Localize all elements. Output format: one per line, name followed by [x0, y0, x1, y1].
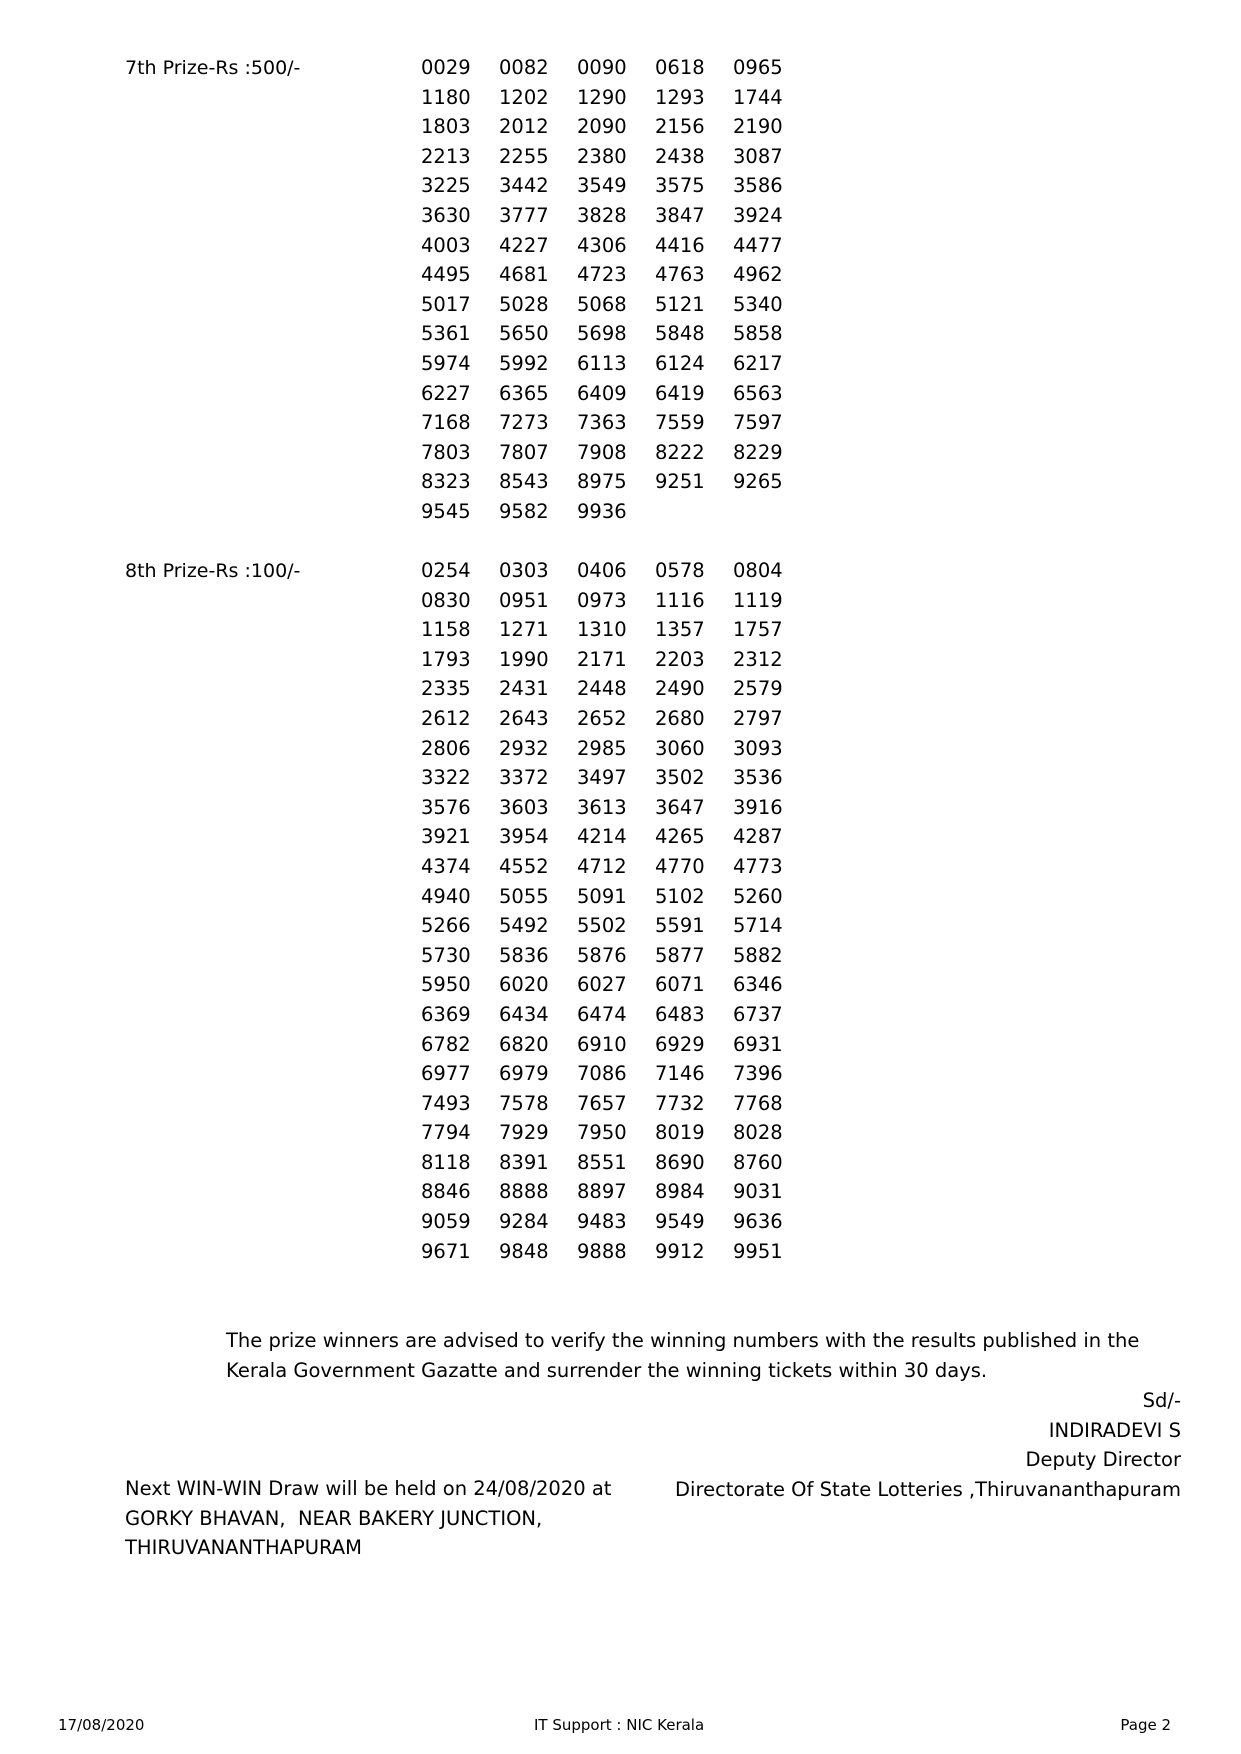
winning-number: 9671 [421, 1239, 471, 1263]
winning-number: 0578 [655, 559, 705, 582]
signatory-title: Deputy Director [1025, 1448, 1181, 1471]
winning-number: 6782 [421, 1032, 471, 1056]
winning-number: 0082 [499, 56, 549, 79]
winning-number: 6737 [733, 1002, 783, 1026]
winning-number: 4003 [421, 233, 471, 257]
winning-number: 7168 [421, 411, 471, 435]
winning-number: 4265 [655, 825, 705, 849]
winning-number: 5877 [655, 943, 705, 967]
winning-number: 8984 [655, 1180, 705, 1204]
winning-number: 1293 [655, 85, 705, 109]
winning-number: 7950 [577, 1121, 627, 1145]
winning-number: 7929 [499, 1121, 549, 1145]
winning-number: 3087 [733, 144, 783, 168]
winning-number: 3921 [421, 825, 471, 849]
winning-number: 8975 [577, 470, 627, 494]
winning-number: 3603 [499, 795, 549, 819]
winning-number: 2579 [733, 677, 783, 701]
winning-number: 7396 [733, 1062, 783, 1086]
winning-number: 5591 [655, 914, 705, 938]
winning-number: 5361 [421, 322, 471, 346]
winning-number: 0965 [733, 56, 783, 79]
winning-number: 2312 [733, 647, 783, 671]
winning-number: 1803 [421, 115, 471, 139]
winning-number: 4723 [577, 263, 627, 287]
winning-number: 3586 [733, 174, 783, 198]
winning-number: 8551 [577, 1150, 627, 1174]
winning-number: 9265 [733, 470, 783, 494]
winning-number: 2652 [577, 706, 627, 730]
winning-number: 5882 [733, 943, 783, 967]
winning-number: 3549 [577, 174, 627, 198]
winning-number: 0618 [655, 56, 705, 79]
winning-number: 4770 [655, 854, 705, 878]
winning-number: 6931 [733, 1032, 783, 1056]
winning-number: 9284 [499, 1210, 549, 1234]
winning-number: 7803 [421, 440, 471, 464]
winning-number: 0830 [421, 588, 471, 612]
winning-number: 5992 [499, 351, 549, 375]
winning-number: 8690 [655, 1150, 705, 1174]
winning-number: 7273 [499, 411, 549, 435]
winning-number: 2985 [577, 736, 627, 760]
winning-number: 6820 [499, 1032, 549, 1056]
winning-number: 2490 [655, 677, 705, 701]
winning-number: 4773 [733, 854, 783, 878]
next-draw-info [125, 1474, 611, 1563]
winning-number: 3093 [733, 736, 783, 760]
winning-number: 0029 [421, 56, 471, 79]
winning-number: 3916 [733, 795, 783, 819]
winning-number: 6217 [733, 351, 783, 375]
winning-number: 7493 [421, 1091, 471, 1115]
winning-number: 8019 [655, 1121, 705, 1145]
winning-number: 9483 [577, 1210, 627, 1234]
footer-page-number: Page 2 [1120, 1716, 1171, 1734]
winning-number: 7908 [577, 440, 627, 464]
winning-number: 2012 [499, 115, 549, 139]
winning-number: 4214 [577, 825, 627, 849]
winning-number: 7794 [421, 1121, 471, 1145]
winning-number: 7732 [655, 1091, 705, 1115]
winning-number: 3372 [499, 766, 549, 790]
winning-number: 2932 [499, 736, 549, 760]
winning-number: 7578 [499, 1091, 549, 1115]
winning-number: 5492 [499, 914, 549, 938]
winning-number: 3497 [577, 766, 627, 790]
winning-number: 8760 [733, 1150, 783, 1174]
winning-number: 1744 [733, 85, 783, 109]
winning-number: 0951 [499, 588, 549, 612]
winning-number: 4712 [577, 854, 627, 878]
winning-number: 7363 [577, 411, 627, 435]
winning-number: 4681 [499, 263, 549, 287]
winning-number: 4416 [655, 233, 705, 257]
winning-number: 2190 [733, 115, 783, 139]
winning-number: 9848 [499, 1239, 549, 1263]
winning-number: 8229 [733, 440, 783, 464]
winning-number: 2255 [499, 144, 549, 168]
winning-number: 3954 [499, 825, 549, 849]
winning-number: 7807 [499, 440, 549, 464]
winning-number: 5698 [577, 322, 627, 346]
winning-number: 6419 [655, 381, 705, 405]
winning-number: 5974 [421, 351, 471, 375]
winning-number: 5121 [655, 292, 705, 316]
winning-number: 8543 [499, 470, 549, 494]
winning-number: 2806 [421, 736, 471, 760]
winning-number: 3060 [655, 736, 705, 760]
winning-number: 3847 [655, 203, 705, 227]
signatory-office: Directorate Of State Lotteries ,Thiruvananthapuram [675, 1477, 1181, 1501]
winning-number: 0254 [421, 559, 471, 582]
winning-number: 6409 [577, 381, 627, 405]
winning-number: 7597 [733, 411, 783, 435]
winning-number: 5836 [499, 943, 549, 967]
winning-number: 0973 [577, 588, 627, 612]
winning-number: 6474 [577, 1002, 627, 1026]
winning-number: 5876 [577, 943, 627, 967]
winning-number: 8222 [655, 440, 705, 464]
winning-number: 3502 [655, 766, 705, 790]
signature-sd: Sd/- [1142, 1389, 1181, 1412]
winning-number: 6977 [421, 1062, 471, 1086]
winning-number: 9912 [655, 1239, 705, 1263]
winning-number: 6020 [499, 973, 549, 997]
footer-date: 17/08/2020 [58, 1716, 145, 1734]
winning-number: 9636 [733, 1210, 783, 1234]
winning-number: 4940 [421, 884, 471, 908]
winning-number: 5950 [421, 973, 471, 997]
winning-number: 1290 [577, 85, 627, 109]
winning-number: 3575 [655, 174, 705, 198]
notice-text: The prize winners are advised to verify the winning numbers with the results published in the Kerala Government Gazatte and surrender the winning tickets within 30 days. [226, 1329, 1140, 1382]
winning-number: 6346 [733, 973, 783, 997]
winning-number: 1271 [499, 618, 549, 642]
winning-number: 6929 [655, 1032, 705, 1056]
winning-number: 6369 [421, 1002, 471, 1026]
winning-number: 7768 [733, 1091, 783, 1115]
winning-number: 3536 [733, 766, 783, 790]
winning-number: 2431 [499, 677, 549, 701]
winning-number: 3777 [499, 203, 549, 227]
winning-number: 6434 [499, 1002, 549, 1026]
winning-number: 4495 [421, 263, 471, 287]
prize-8-label: 8th Prize-Rs :100/- [125, 560, 301, 582]
winning-number: 1180 [421, 85, 471, 109]
winning-number: 7146 [655, 1062, 705, 1086]
winning-number: 9936 [577, 499, 627, 523]
winning-number: 0804 [733, 559, 783, 582]
winning-number: 5848 [655, 322, 705, 346]
winning-number: 8323 [421, 470, 471, 494]
winning-number: 4227 [499, 233, 549, 257]
winning-number: 2156 [655, 115, 705, 139]
winning-number: 8897 [577, 1180, 627, 1204]
winning-number: 2090 [577, 115, 627, 139]
winning-number: 2203 [655, 647, 705, 671]
winning-number: 1357 [655, 618, 705, 642]
winning-number: 8846 [421, 1180, 471, 1204]
winning-number: 6124 [655, 351, 705, 375]
winning-number: 9251 [655, 470, 705, 494]
winning-number: 5714 [733, 914, 783, 938]
winning-number: 2213 [421, 144, 471, 168]
winning-number: 3576 [421, 795, 471, 819]
winning-number: 9582 [499, 499, 549, 523]
winning-number: 5260 [733, 884, 783, 908]
winning-number: 3630 [421, 203, 471, 227]
winning-number: 5091 [577, 884, 627, 908]
winning-number: 9059 [421, 1210, 471, 1234]
winning-number: 4374 [421, 854, 471, 878]
winning-number: 1310 [577, 618, 627, 642]
next-draw-line-1: Next WIN-WIN Draw will be held on 24/08/2020 at [125, 1477, 612, 1500]
winning-number: 4287 [733, 825, 783, 849]
winning-number: 6365 [499, 381, 549, 405]
winning-number: 5650 [499, 322, 549, 346]
prize-8-numbers [421, 556, 811, 1266]
winning-number: 6227 [421, 381, 471, 405]
winning-number: 5340 [733, 292, 783, 316]
winning-number: 3613 [577, 795, 627, 819]
winning-number: 4962 [733, 263, 783, 287]
winning-number: 9031 [733, 1180, 783, 1204]
winning-number: 7086 [577, 1062, 627, 1086]
winning-number: 3442 [499, 174, 549, 198]
next-draw-line-3: THIRUVANANTHAPURAM [125, 1536, 362, 1559]
winning-number: 6113 [577, 351, 627, 375]
winning-number: 2797 [733, 706, 783, 730]
winning-number: 8888 [499, 1180, 549, 1204]
winning-number: 8118 [421, 1150, 471, 1174]
winning-number: 7657 [577, 1091, 627, 1115]
next-draw-line-2: GORKY BHAVAN, NEAR BAKERY JUNCTION, [125, 1506, 543, 1530]
winning-number: 5266 [421, 914, 471, 938]
winning-number: 1757 [733, 618, 783, 642]
winning-number: 4763 [655, 263, 705, 287]
winning-number: 5502 [577, 914, 627, 938]
winning-number: 2438 [655, 144, 705, 168]
winning-number: 3322 [421, 766, 471, 790]
signatory-name: INDIRADEVI S [1048, 1418, 1181, 1442]
winning-number: 6027 [577, 973, 627, 997]
winning-number: 2612 [421, 706, 471, 730]
winning-number: 5102 [655, 884, 705, 908]
winning-number: 1116 [655, 588, 705, 612]
winning-number: 7559 [655, 411, 705, 435]
prize-7-numbers [421, 53, 811, 527]
winning-number: 4477 [733, 233, 783, 257]
footer-support: IT Support : NIC Kerala [534, 1716, 705, 1734]
winning-number: 2335 [421, 677, 471, 701]
winning-number: 5017 [421, 292, 471, 316]
winning-number: 5068 [577, 292, 627, 316]
winning-number: 8391 [499, 1150, 549, 1174]
winning-number: 6910 [577, 1032, 627, 1056]
winning-number: 6483 [655, 1002, 705, 1026]
winning-number: 2448 [577, 677, 627, 701]
winning-number: 4552 [499, 854, 549, 878]
winning-number: 2680 [655, 706, 705, 730]
winning-number: 3924 [733, 203, 783, 227]
prize-7-label: 7th Prize-Rs :500/- [125, 57, 301, 79]
winning-number: 2643 [499, 706, 549, 730]
winning-number: 9951 [733, 1239, 783, 1263]
winning-number: 5730 [421, 943, 471, 967]
winning-number: 1202 [499, 85, 549, 109]
winning-number: 5055 [499, 884, 549, 908]
winning-number: 2380 [577, 144, 627, 168]
winning-number: 9545 [421, 499, 471, 523]
winning-number: 6979 [499, 1062, 549, 1086]
winning-number: 6563 [733, 381, 783, 405]
winning-number: 5858 [733, 322, 783, 346]
winning-number: 3828 [577, 203, 627, 227]
winning-number: 1793 [421, 647, 471, 671]
winning-number: 2171 [577, 647, 627, 671]
winning-number: 3647 [655, 795, 705, 819]
winning-number: 0406 [577, 559, 627, 582]
winning-number: 1119 [733, 588, 783, 612]
winning-number: 6071 [655, 973, 705, 997]
winning-number: 1990 [499, 647, 549, 671]
winning-number: 0090 [577, 56, 627, 79]
winning-number: 0303 [499, 559, 549, 582]
winning-number: 4306 [577, 233, 627, 257]
signature-block [675, 1386, 1181, 1504]
winning-number: 5028 [499, 292, 549, 316]
winning-number: 9888 [577, 1239, 627, 1263]
winning-number: 8028 [733, 1121, 783, 1145]
winning-number: 9549 [655, 1210, 705, 1234]
winning-number: 3225 [421, 174, 471, 198]
winning-number: 1158 [421, 618, 471, 642]
